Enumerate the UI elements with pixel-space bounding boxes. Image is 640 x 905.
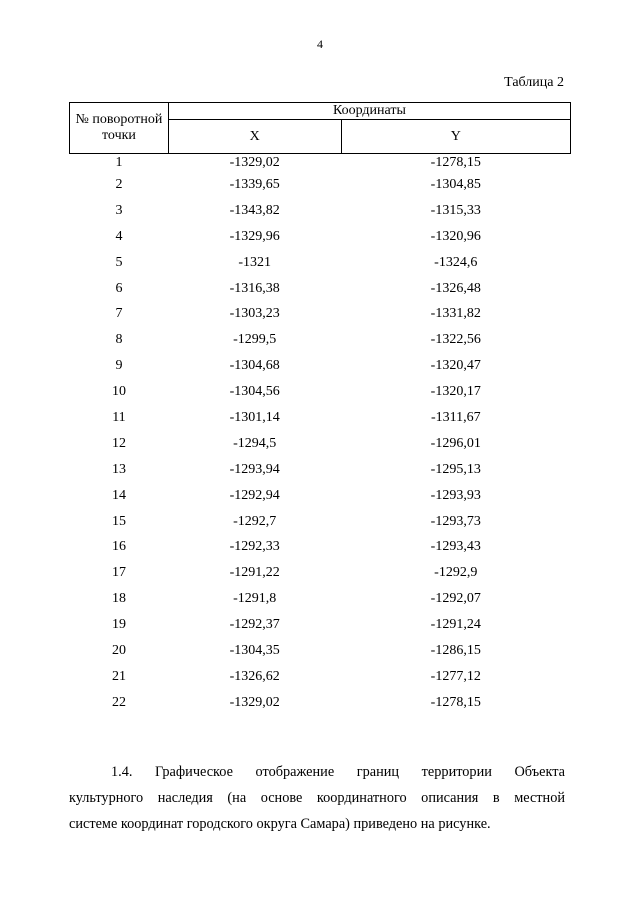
- x-coordinate-cell: -1343,82: [229, 202, 280, 218]
- table-row: [70, 690, 571, 716]
- point-number-cell: 4: [115, 228, 123, 244]
- point-number-cell: 14: [111, 487, 126, 503]
- y-coordinate-cell: -1293,73: [430, 513, 481, 529]
- header-point-number: № поворотной точки: [70, 103, 169, 154]
- y-coordinate-cell: -1278,15: [430, 155, 481, 170]
- table-row: [70, 301, 571, 327]
- table-row: [70, 586, 571, 612]
- point-number-cell: 17: [111, 565, 126, 581]
- y-coordinate-cell: -1320,47: [430, 358, 481, 374]
- point-number-cell: 22: [111, 694, 126, 710]
- x-coordinate-cell: -1329,02: [229, 694, 280, 710]
- table-row: [70, 612, 571, 638]
- point-number-cell: 9: [115, 358, 123, 374]
- y-coordinate-cell: -1291,24: [430, 617, 481, 633]
- x-coordinate-cell: -1316,38: [229, 280, 280, 296]
- x-coordinate-cell: -1291,22: [229, 565, 280, 581]
- x-coordinate-cell: -1303,23: [229, 306, 280, 322]
- table-row: [70, 379, 571, 405]
- y-coordinate-cell: -1278,15: [430, 694, 481, 710]
- y-coordinate-cell: -1320,17: [430, 384, 481, 400]
- header-coordinates: Координаты: [168, 103, 570, 120]
- x-coordinate-cell: -1292,33: [229, 539, 280, 555]
- header-x: X: [168, 120, 341, 154]
- x-coordinate-cell: -1326,62: [229, 668, 280, 684]
- y-coordinate-cell: -1331,82: [430, 306, 481, 322]
- table-row: [70, 560, 571, 586]
- x-coordinate-cell: -1292,7: [233, 513, 277, 529]
- y-coordinate-cell: -1311,67: [430, 409, 481, 425]
- x-coordinate-cell: -1299,5: [233, 332, 277, 348]
- table-row: [70, 327, 571, 353]
- table-row: [70, 483, 571, 509]
- table-caption: Таблица 2: [504, 75, 564, 90]
- table-row: [70, 664, 571, 690]
- x-coordinate-cell: -1294,5: [233, 435, 277, 451]
- point-number-cell: 1: [115, 155, 123, 170]
- point-number-cell: 12: [111, 435, 126, 451]
- paragraph-line: 1.4. Графическое отображение границ территории Объекта: [111, 764, 565, 780]
- point-number-cell: 8: [115, 332, 123, 348]
- x-coordinate-cell: -1292,94: [229, 487, 280, 503]
- table-row: [70, 638, 571, 664]
- table-row: [70, 509, 571, 535]
- y-coordinate-cell: -1277,12: [430, 668, 481, 684]
- table-row: [70, 457, 571, 483]
- y-coordinate-cell: -1286,15: [430, 642, 481, 658]
- x-coordinate-cell: -1301,14: [229, 409, 280, 425]
- point-number-cell: 11: [112, 409, 126, 425]
- point-number-cell: 13: [111, 461, 126, 477]
- table-row: [70, 431, 571, 457]
- table-row: [70, 172, 571, 198]
- point-number-cell: 5: [115, 254, 123, 270]
- y-coordinate-cell: -1293,93: [430, 487, 481, 503]
- x-coordinate-cell: -1329,02: [229, 155, 280, 170]
- y-coordinate-cell: -1320,96: [430, 228, 481, 244]
- coordinates-table: [69, 102, 571, 716]
- table-row: [70, 405, 571, 431]
- y-coordinate-cell: -1292,9: [434, 565, 478, 581]
- x-coordinate-cell: -1304,68: [229, 358, 280, 374]
- y-coordinate-cell: -1304,85: [430, 176, 481, 192]
- x-coordinate-cell: -1321: [238, 254, 272, 270]
- table-body: [70, 154, 571, 716]
- point-number-cell: 7: [115, 306, 123, 322]
- point-number-cell: 16: [111, 539, 126, 555]
- y-coordinate-cell: -1315,33: [430, 202, 481, 218]
- x-coordinate-cell: -1339,65: [229, 176, 280, 192]
- point-number-cell: 18: [111, 591, 126, 607]
- table-row: [70, 198, 571, 224]
- x-coordinate-cell: -1293,94: [229, 461, 280, 477]
- point-number-cell: 3: [115, 202, 123, 218]
- header-y: Y: [341, 120, 570, 154]
- table-row: [70, 154, 571, 173]
- table-row: [70, 224, 571, 250]
- x-coordinate-cell: -1304,56: [229, 384, 280, 400]
- y-coordinate-cell: -1324,6: [434, 254, 478, 270]
- y-coordinate-cell: -1295,13: [430, 461, 481, 477]
- point-number-cell: 6: [115, 280, 123, 296]
- point-number-cell: 20: [111, 642, 126, 658]
- paragraph-1-4: [69, 759, 565, 837]
- y-coordinate-cell: -1326,48: [430, 280, 481, 296]
- x-coordinate-cell: -1292,37: [229, 617, 280, 633]
- page-number: 4: [317, 37, 323, 51]
- point-number-cell: 10: [111, 384, 126, 400]
- table-row: [70, 250, 571, 276]
- x-coordinate-cell: -1329,96: [229, 228, 280, 244]
- y-coordinate-cell: -1322,56: [430, 332, 481, 348]
- point-number-cell: 21: [111, 668, 126, 684]
- paragraph-line: системе координат городского округа Самара) приведено на рисунке.: [69, 816, 491, 832]
- y-coordinate-cell: -1292,07: [430, 591, 481, 607]
- x-coordinate-cell: -1291,8: [233, 591, 277, 607]
- x-coordinate-cell: -1304,35: [229, 642, 280, 658]
- table-row: [70, 534, 571, 560]
- table-row: [70, 276, 571, 302]
- table-row: [70, 353, 571, 379]
- point-number-cell: 19: [111, 617, 126, 633]
- paragraph-line: культурного наследия (на основе координатного описания в местной: [69, 790, 565, 806]
- point-number-cell: 15: [111, 513, 126, 529]
- y-coordinate-cell: -1296,01: [430, 435, 481, 451]
- y-coordinate-cell: -1293,43: [430, 539, 481, 555]
- point-number-cell: 2: [115, 176, 123, 192]
